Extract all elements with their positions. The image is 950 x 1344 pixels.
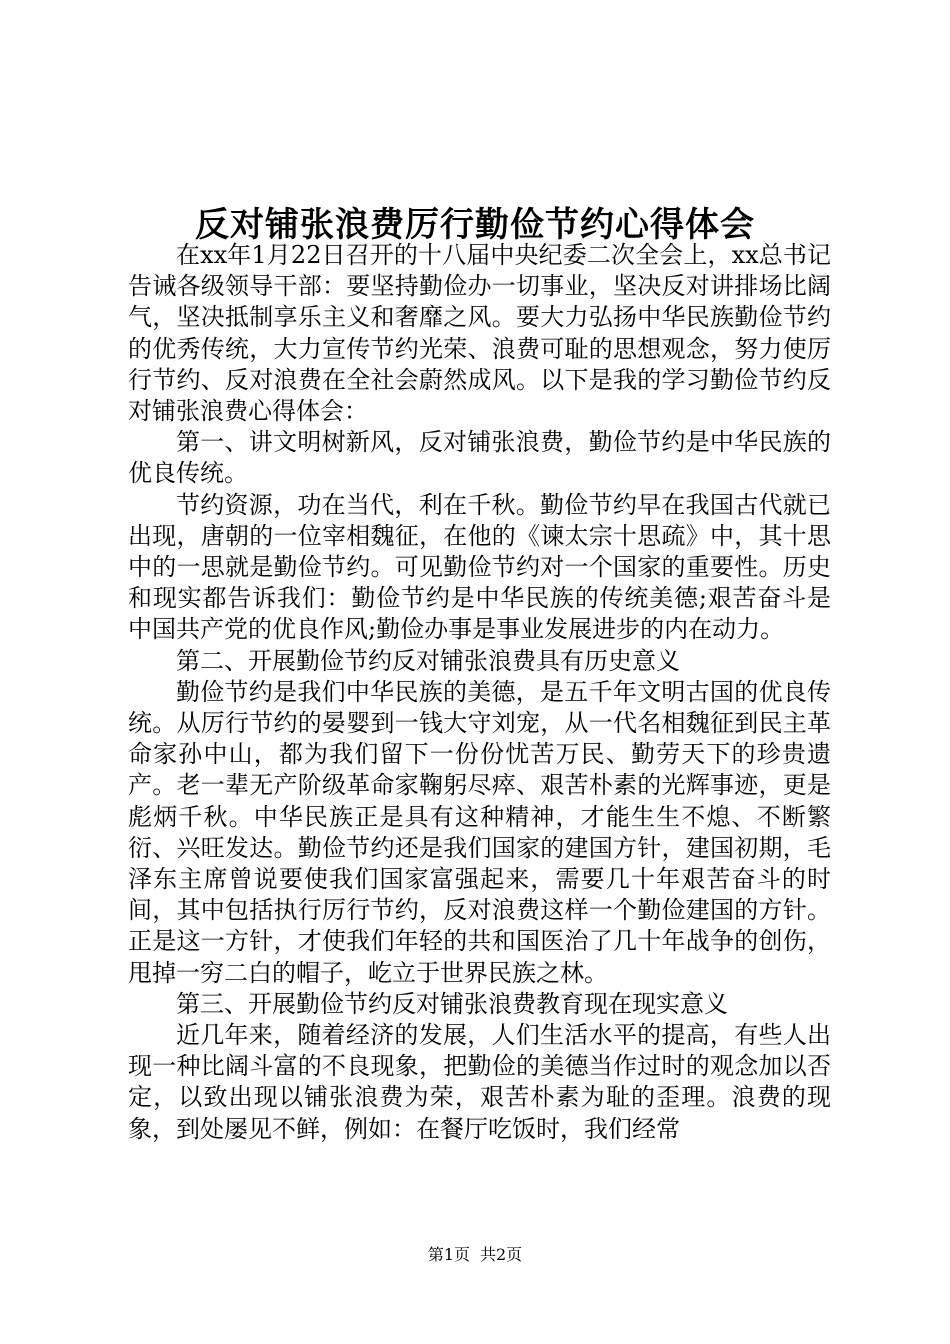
paragraph-second-body: 勤俭节约是我们中华民族的美德，是五千年文明古国的优良传统。从厉行节约的晏婴到一钱大守刘宠，从一代名相魏征到民主革命家孙中山，都为我们留下一份份忧苦万民、勤劳天下的珍贵遗产。老一辈无产阶级革命家鞠躬尽瘁、艰苦朴素的光辉事迹，更是彪炳千秋。中华民族正是具有这种精神，才能生生不熄、不断繁衍、兴旺发达。勤俭节约还是我们国家的建国方针，建国初期，毛泽东主席曾说要使我们国家富强起来，需要几十年艰苦奋斗的时间，其中包括执行厉行节约，反对浪费这样一个勤俭建国的方针。正是这一方针，才使我们年轻的共和国医治了几十年战争的创伤，甩掉一穷二白的帽子，屹立于世界民族之林。 xyxy=(128,677,831,987)
document-body xyxy=(128,240,831,1145)
paragraph-heading-second: 第二、开展勤俭节约反对铺张浪费具有历史意义 xyxy=(176,646,680,675)
paragraph-first-body: 节约资源，功在当代，利在千秋。勤俭节约早在我国古代就已出现，唐朝的一位宰相魏征，在他的《谏太宗十思疏》中，其十思中的一思就是勤俭节约。可见勤俭节约对一个国家的重要性。历史和现实都告诉我们：勤俭节约是中华民族的传统美德;艰苦奋斗是中国共产党的优良作风;勤俭办事是事业发展进步的内在动力。 xyxy=(128,490,831,644)
paragraph-third-body: 近几年来，随着经济的发展，人们生活水平的提高，有些人出现一种比阔斗富的不良现象，把勤俭的美德当作过时的观念加以否定，以致出现以铺张浪费为荣，艰苦朴素为耻的歪理。浪费的现象，到处屡见不鲜，例如：在餐厅吃饭时，我们经常 xyxy=(128,1021,831,1143)
paragraph-heading-third: 第三、开展勤俭节约反对铺张浪费教育现在现实意义 xyxy=(176,989,728,1018)
paragraph-intro: 在xx年1月22日召开的十八届中央纪委二次全会上，xx总书记告诫各级领导干部：要坚持勤俭办一切事业，坚决反对讲排场比阔气，坚决抵制享乐主义和奢靡之风。要大力弘扬中华民族勤俭节约的优秀传统，大力宣传节约光荣、浪费可耻的思想观念，努力使厉行节约、反对浪费在全社会蔚然成风。以下是我的学习勤俭节约反对铺张浪费心得体会： xyxy=(128,241,831,426)
page-total: 共2页 xyxy=(480,1245,523,1264)
page-footer xyxy=(0,1245,950,1265)
paragraph-heading-first: 第一、讲文明树新风，反对铺张浪费，勤俭节约是中华民族的优良传统。 xyxy=(128,428,831,488)
page-number: 第1页 xyxy=(427,1245,470,1264)
page-title: 反对铺张浪费厉行勤俭节约心得体会 xyxy=(195,204,755,245)
